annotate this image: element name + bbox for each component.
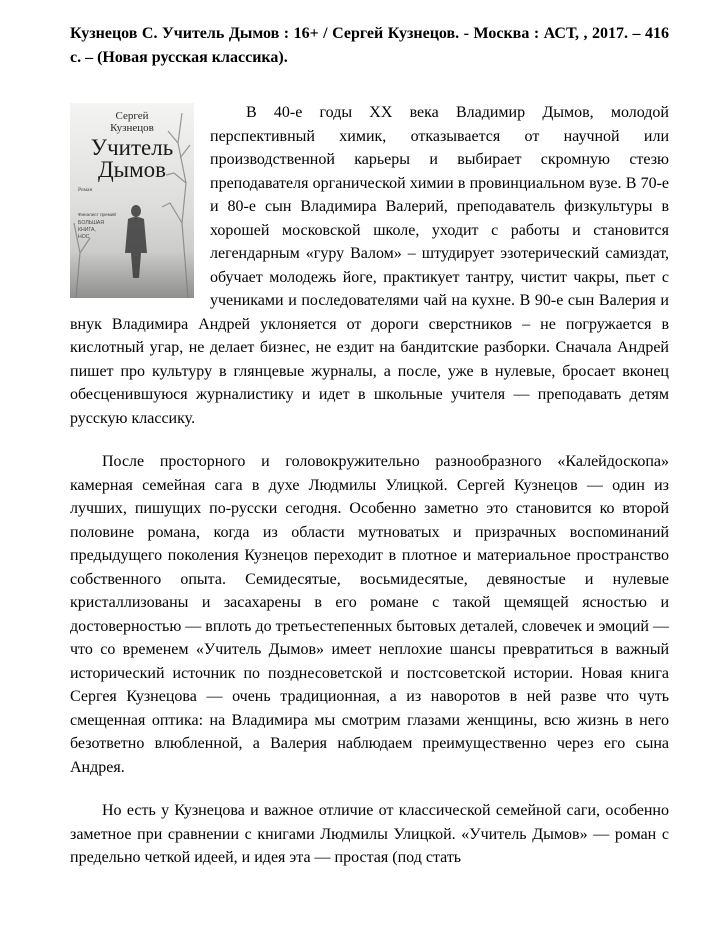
cover-title-line2: Дымов bbox=[97, 157, 167, 182]
cover-author-last-name: Кузнецов bbox=[110, 122, 154, 134]
cover-genre: Роман bbox=[78, 187, 93, 193]
bibliographic-citation: Кузнецов С. Учитель Дымов : 16+ / Сергей Кузнецов. - Москва : АСТ, , 2017. – 416 с. – (Новая русская классика). bbox=[70, 25, 669, 66]
cover-award-line3: КНИГА, bbox=[78, 227, 96, 233]
book-cover-image bbox=[70, 103, 194, 298]
cover-title-line1: Учитель bbox=[90, 135, 174, 160]
cover-author-first-name: Сергей bbox=[115, 110, 149, 122]
cover-award-line2: БОЛЬШАЯ bbox=[78, 220, 105, 226]
cover-award-line4: НОС bbox=[78, 234, 90, 240]
paragraph-1-text: В 40-е годы XX века Владимир Дымов, молодой перспективный химик, отказывается от научной или производственной карьеры и выбирает скромную стезю преподавателя органической химии в провинциальном вузе. В 70-е и 80-е сын Владимира Валерий, преподаватель физкультуры в хорошей московской школе, уходит с работы и становится легендарным «гуру Валом» – штудирует эзотерический самиздат, обучает молодежь йоге, практикует тантру, чистит чакры, пьет с учениками и последователями чай на кухне. В 90-е сын Валерия и внук Владимира Андрей уклоняется от дороги сверстников – не погружается в кислотный угар, не делает бизнес, не ездит на бандитские разборки. Сначала Андрей пишет про культуру в глянцевые журналы, а после, уже в нулевые, бросает вконец обесценившуюся журналистику и идет в школьные учителя — преподавать детям русскую классику. bbox=[70, 104, 669, 427]
paragraph-3: Но есть у Кузнецова и важное отличие от классической семейной саги, особенно заметное при сравнении с книгами Людмилы Улицкой. «Учитель Дымов» — роман с предельно четкой идеей, и идея эта — простая (под стать bbox=[70, 802, 669, 866]
cover-award-note: Финалист премий bbox=[78, 212, 116, 217]
paragraph-2: После просторного и головокружительно разнообразного «Калейдоскопа» камерная семейная сага в духе Людмилы Улицкой. Сергей Кузнецов — один из лучших, пишущих по-русски сегодня. Особенно заметно это становится ко второй половине романа, когда из области мутноватых и призрачных воспоминаний предыдущего поколения Кузнецов переходит в плотное и материальное пространство собственного опыта. Семидесятые, восьмидесятые, девяностые и нулевые кристаллизованы и засахарены в его романе с такой щемящей ясностью и достоверностью — вплоть до третьестепенных бытовых деталей, словечек и эмоций — что со временем «Учитель Дымов» имеет неплохие шансы превратиться в важный исторический источник по позднесоветской и постсоветской истории. Новая книга Сергея Кузнецова — очень традиционная, а из наворотов в ней разве что чуть смещенная оптика: на Владимира мы смотрим глазами женщины, всю жизнь в него безответно влюбленной, а Валерия наблюдаем преимущественно через его сына Андрея. bbox=[70, 453, 669, 776]
